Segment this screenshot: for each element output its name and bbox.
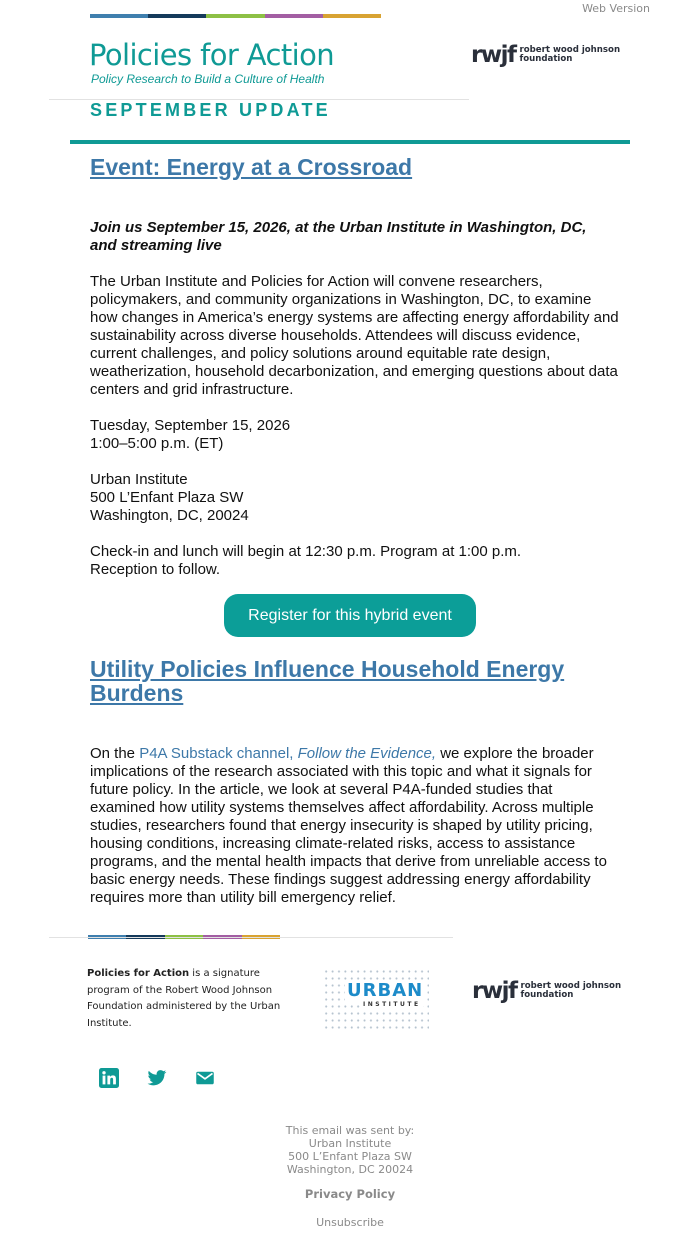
article-title-link[interactable]: Utility Policies Influence Household Energy Burdens — [90, 656, 565, 706]
register-button[interactable]: Register for this hybrid event — [224, 594, 476, 637]
event-time: 1:00–5:00 p.m. (ET) — [90, 435, 224, 452]
event-address1: 500 L’Enfant Plaza SW — [90, 489, 244, 506]
event-title-link[interactable]: Event: Energy at a Crossroad — [90, 154, 413, 180]
rwjf-name-line2: foundation — [519, 54, 573, 64]
section-rule — [70, 140, 630, 144]
rwjf-name — [520, 982, 630, 1000]
urban-sub: INSTITUTE — [363, 1001, 421, 1008]
event-lead: Join us September 15, 2026, at the Urban Institute in Washington, DC, and streaming live — [90, 219, 587, 254]
article-body-text: we explore the broader implications of the research associated with this topic and what it signals for future policy. In the article, we look at several P4A-funded studies that examined how utility systems themselves affect affordability. Across multiple studies, researchers found that energy insecurity is shaped by utility pricing, housing conditions, increasing climate-related risks, access to assistance programs, and the mental health impacts that derive from unreliable access to basic energy needs. These findings suggest addressing energy affordability requires more than utility bill emergency relief. — [90, 745, 607, 906]
twitter-icon[interactable] — [147, 1068, 167, 1088]
brand-color-bar — [90, 14, 381, 18]
privacy-policy-link[interactable]: Privacy Policy — [304, 1187, 396, 1201]
event-checkin: Check-in and lunch will begin at 12:30 p.m. Program at 1:00 p.m. Reception to follow. — [90, 543, 522, 578]
color-segment — [148, 14, 206, 18]
social-links — [99, 1068, 215, 1088]
color-segment — [90, 14, 148, 18]
rwjf-footer-logo — [472, 978, 630, 1004]
event-location — [90, 471, 620, 525]
event-date: Tuesday, September 15, 2026 — [90, 417, 291, 434]
rwjf-mark: rwjf — [472, 978, 517, 1004]
footer-about-text: is a signature program of the Robert Wood Johnson Foundation administered by the Urban Institute. — [87, 968, 281, 1029]
color-segment — [265, 14, 323, 18]
brand-title: Policies for Action — [89, 38, 334, 72]
rwjf-name — [519, 46, 629, 64]
sender-address2: Washington, DC 20024 — [286, 1163, 414, 1176]
brand-tagline: Policy Research to Build a Culture of Health — [91, 72, 325, 86]
rwjf-logo — [471, 42, 629, 68]
rwjf-name-line2: foundation — [520, 990, 574, 1000]
article-intro-prefix: On the — [90, 745, 140, 762]
article-body — [90, 745, 620, 907]
substack-name-link[interactable]: Follow the Evidence, — [297, 745, 437, 762]
rwjf-name-line1: robert wood johnson — [520, 981, 622, 991]
update-heading: SEPTEMBER UPDATE — [90, 100, 331, 120]
event-venue: Urban Institute — [90, 471, 188, 488]
email-icon[interactable] — [195, 1068, 215, 1088]
footer-about-bold: Policies for Action — [87, 968, 190, 979]
linkedin-icon[interactable] — [99, 1068, 119, 1088]
rwjf-mark: rwjf — [471, 42, 516, 68]
rwjf-name-line1: robert wood johnson — [519, 45, 621, 55]
sender-address1: 500 L’Enfant Plaza SW — [288, 1150, 412, 1163]
event-description: The Urban Institute and Policies for Action will convene researchers, policymakers, and community organizations in Washington, DC, to examine how changes in America’s energy systems are affecting energy affordability and sustainability across diverse households. Attendees will discuss evidence, current challenges, and policy solutions around equitable rate design, weatherization, household decarbonization, and emerging questions about data centers and grid infrastructure. — [90, 273, 619, 398]
sender-name: Urban Institute — [308, 1137, 392, 1150]
urban-institute-logo — [323, 968, 429, 1030]
footer-about — [87, 966, 292, 1032]
sent-by-label: This email was sent by: — [285, 1124, 415, 1137]
web-version-link[interactable]: Web Version — [582, 2, 650, 15]
color-segment — [323, 14, 381, 18]
event-datetime — [90, 417, 620, 453]
color-segment — [206, 14, 264, 18]
sender-info — [250, 1124, 450, 1176]
footer-divider — [49, 937, 453, 938]
substack-link[interactable]: P4A Substack channel, — [139, 745, 298, 762]
event-address2: Washington, DC, 20024 — [90, 507, 249, 524]
urban-word: URBAN — [347, 980, 424, 1001]
unsubscribe-link[interactable]: Unsubscribe — [316, 1216, 384, 1229]
